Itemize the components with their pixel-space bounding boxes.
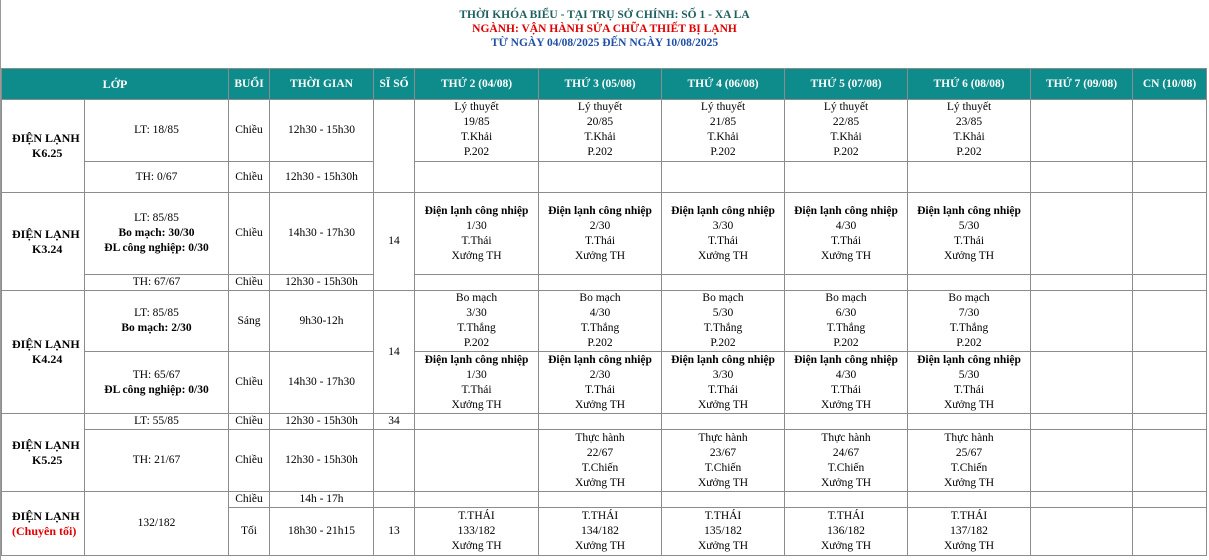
schedule-cell-empty [539, 162, 662, 193]
schedule-cell: T.THÁI 135/182 Xưởng TH [662, 508, 785, 556]
schedule-cell-empty [1031, 430, 1133, 492]
col-header-thu-5: THỨ 5 (07/08) [785, 69, 908, 100]
thoi-gian-cell: 9h30-12h [270, 291, 374, 352]
title-line-1: THỜI KHÓA BIỂU - TẠI TRỤ SỞ CHÍNH: SỐ 1 - XA LA [459, 9, 750, 21]
schedule-cell: Bo mạch 6/30 T.Thắng P.202 [785, 291, 908, 352]
si-so-cell [374, 100, 415, 193]
schedule-cell-empty [1031, 193, 1133, 275]
schedule-cell: Lý thuyết 19/85 T.Khải P.202 [415, 100, 539, 162]
lop-cell: LT: 85/85 Bo mạch: 30/30 ĐL công nghiệp: 0/30 [85, 193, 229, 275]
schedule-cell-empty [1133, 492, 1207, 508]
schedule-cell-empty [662, 492, 785, 508]
buoi-cell: Chiều [229, 275, 270, 291]
col-header-thu-4: THỨ 4 (06/08) [662, 69, 785, 100]
schedule-cell-empty [1031, 492, 1133, 508]
schedule-cell: Điện lạnh công nhiệp 3/30 T.Thái Xưởng TH [662, 193, 785, 275]
schedule-cell: Điện lạnh công nhiệp 2/30 T.Thái Xưởng TH [539, 352, 662, 414]
schedule-cell-empty [539, 275, 662, 291]
schedule-cell-empty [908, 414, 1031, 430]
lop-cell: LT: 85/85 Bo mạch: 2/30 [85, 291, 229, 352]
table-row [2, 291, 1207, 352]
si-so-cell: 34 [374, 414, 415, 430]
schedule-cell: Điện lạnh công nhiệp 1/30 T.Thái Xưởng TH [415, 193, 539, 275]
col-header-thu-3: THỨ 3 (05/08) [539, 69, 662, 100]
lop-cell: TH: 21/67 [85, 430, 229, 492]
class-name-k324: ĐIỆN LẠNH K3.24 [2, 193, 85, 291]
schedule-cell-empty [415, 162, 539, 193]
table-row [2, 193, 1207, 275]
table-row [2, 162, 1207, 193]
thoi-gian-cell: 12h30 - 15h30h [270, 430, 374, 492]
schedule-cell: Thực hành 22/67 T.Chiến Xưởng TH [539, 430, 662, 492]
timetable-header [0, 8, 1209, 50]
schedule-cell-empty [785, 492, 908, 508]
schedule-cell-empty [415, 275, 539, 291]
buoi-cell: Chiều [229, 162, 270, 193]
table-row [2, 492, 1207, 508]
schedule-cell-empty [785, 414, 908, 430]
schedule-cell-empty [1133, 193, 1207, 275]
col-header-thoi-gian: THỜI GIAN [270, 69, 374, 100]
table-row [2, 100, 1207, 162]
schedule-cell: Bo mạch 4/30 T.Thắng P.202 [539, 291, 662, 352]
schedule-cell: Thực hành 25/67 T.Chiến Xưởng TH [908, 430, 1031, 492]
thoi-gian-cell: 12h30 - 15h30h [270, 275, 374, 291]
thoi-gian-cell: 18h30 - 21h15 [270, 508, 374, 556]
schedule-cell-empty [785, 275, 908, 291]
schedule-cell-empty [1133, 352, 1207, 414]
lop-cell: TH: 0/67 [85, 162, 229, 193]
col-header-si-so: SĨ SỐ [374, 69, 415, 100]
schedule-cell: Điện lạnh công nhiệp 1/30 T.Thái Xưởng TH [415, 352, 539, 414]
schedule-cell: Bo mạch 5/30 T.Thắng P.202 [662, 291, 785, 352]
timetable-grid [1, 68, 1207, 556]
schedule-cell-empty [662, 275, 785, 291]
si-so-cell: 13 [374, 508, 415, 556]
thoi-gian-cell: 12h30 - 15h30h [270, 414, 374, 430]
class-name-k424: ĐIỆN LẠNH K4.24 [2, 291, 85, 414]
si-so-cell [374, 430, 415, 492]
col-header-cn: CN (10/08) [1133, 69, 1207, 100]
schedule-cell: T.THÁI 136/182 Xưởng TH [785, 508, 908, 556]
class-name-k625: ĐIỆN LẠNH K6.25 [2, 100, 85, 193]
schedule-cell-empty [1133, 291, 1207, 352]
buoi-cell: Sáng [229, 291, 270, 352]
table-row [2, 352, 1207, 414]
thoi-gian-cell: 14h - 17h [270, 492, 374, 508]
col-header-thu-6: THỨ 6 (08/08) [908, 69, 1031, 100]
table-row [2, 275, 1207, 291]
lop-cell: TH: 65/67 ĐL công nghiệp: 0/30 [85, 352, 229, 414]
buoi-cell: Chiều [229, 193, 270, 275]
schedule-cell-empty [908, 275, 1031, 291]
table-row [2, 430, 1207, 492]
schedule-cell: Thực hành 24/67 T.Chiến Xưởng TH [785, 430, 908, 492]
si-so-cell: 14 [374, 291, 415, 414]
class-name-chuyen-toi: ĐIỆN LẠNH (Chuyên tối) [2, 492, 85, 556]
schedule-cell-empty [908, 162, 1031, 193]
buoi-cell: Chiều [229, 352, 270, 414]
schedule-cell: Lý thuyết 20/85 T.Khải P.202 [539, 100, 662, 162]
buoi-cell: Chiều [229, 430, 270, 492]
schedule-cell: T.THÁI 134/182 Xưởng TH [539, 508, 662, 556]
lop-cell: 132/182 [85, 492, 229, 556]
schedule-cell-empty [662, 162, 785, 193]
schedule-cell-empty [1133, 100, 1207, 162]
col-header-buoi: BUỔI [229, 69, 270, 100]
schedule-cell-empty [415, 430, 539, 492]
schedule-cell: Điện lạnh công nhiệp 5/30 T.Thái Xưởng TH [908, 193, 1031, 275]
schedule-cell-empty [1031, 275, 1133, 291]
title-line-2: NGÀNH: VẬN HÀNH SỬA CHỮA THIẾT BỊ LẠNH [472, 23, 737, 35]
buoi-cell: Tối [229, 508, 270, 556]
schedule-cell-empty [1031, 508, 1133, 556]
schedule-cell-empty [1133, 430, 1207, 492]
col-header-thu-7: THỨ 7 (09/08) [1031, 69, 1133, 100]
schedule-cell-empty [415, 492, 539, 508]
schedule-cell-empty [908, 492, 1031, 508]
header-row [2, 69, 1207, 100]
schedule-cell-empty [415, 414, 539, 430]
schedule-cell-empty [1031, 352, 1133, 414]
thoi-gian-cell: 14h30 - 17h30 [270, 193, 374, 275]
buoi-cell: Chiều [229, 492, 270, 508]
schedule-cell-empty [1031, 162, 1133, 193]
schedule-cell-empty [1133, 414, 1207, 430]
schedule-cell: Bo mạch 3/30 T.Thắng P.202 [415, 291, 539, 352]
lop-cell: TH: 67/67 [85, 275, 229, 291]
schedule-cell-empty [1031, 100, 1133, 162]
col-header-thu-2: THỨ 2 (04/08) [415, 69, 539, 100]
schedule-cell-empty [785, 162, 908, 193]
si-so-cell: 14 [374, 193, 415, 291]
schedule-cell-empty [662, 414, 785, 430]
schedule-cell: T.THÁI 133/182 Xưởng TH [415, 508, 539, 556]
thoi-gian-cell: 12h30 - 15h30 [270, 100, 374, 162]
schedule-cell: Lý thuyết 23/85 T.Khải P.202 [908, 100, 1031, 162]
col-header-lop: LỚP [2, 69, 229, 100]
thoi-gian-cell: 12h30 - 15h30h [270, 162, 374, 193]
schedule-cell-empty [1133, 508, 1207, 556]
schedule-cell: Điện lạnh công nhiệp 3/30 T.Thái Xưởng TH [662, 352, 785, 414]
schedule-cell: Điện lạnh công nhiệp 4/30 T.Thái Xưởng TH [785, 193, 908, 275]
schedule-cell: Lý thuyết 22/85 T.Khải P.202 [785, 100, 908, 162]
table-row [2, 414, 1207, 430]
buoi-cell: Chiều [229, 100, 270, 162]
schedule-cell-empty [1031, 291, 1133, 352]
schedule-cell: Điện lạnh công nhiệp 4/30 T.Thái Xưởng TH [785, 352, 908, 414]
schedule-cell-empty [1133, 162, 1207, 193]
schedule-cell-empty [1031, 414, 1133, 430]
si-so-cell [374, 492, 415, 508]
title-line-3: TỪ NGÀY 04/08/2025 ĐẾN NGÀY 10/08/2025 [490, 37, 719, 49]
schedule-cell: Bo mạch 7/30 T.Thắng P.202 [908, 291, 1031, 352]
schedule-cell: Điện lạnh công nhiệp 5/30 T.Thái Xưởng TH [908, 352, 1031, 414]
thoi-gian-cell: 14h30 - 17h30 [270, 352, 374, 414]
schedule-cell: Điện lạnh công nhiệp 2/30 T.Thái Xưởng TH [539, 193, 662, 275]
lop-cell: LT: 55/85 [85, 414, 229, 430]
class-name-k525: ĐIỆN LẠNH K5.25 [2, 414, 85, 492]
schedule-cell: Thực hành 23/67 T.Chiến Xưởng TH [662, 430, 785, 492]
schedule-cell-empty [539, 492, 662, 508]
buoi-cell: Chiều [229, 414, 270, 430]
schedule-cell-empty [1133, 275, 1207, 291]
schedule-cell-empty [539, 414, 662, 430]
lop-cell: LT: 18/85 [85, 100, 229, 162]
schedule-cell: T.THÁI 137/182 Xưởng TH [908, 508, 1031, 556]
schedule-cell: Lý thuyết 21/85 T.Khải P.202 [662, 100, 785, 162]
